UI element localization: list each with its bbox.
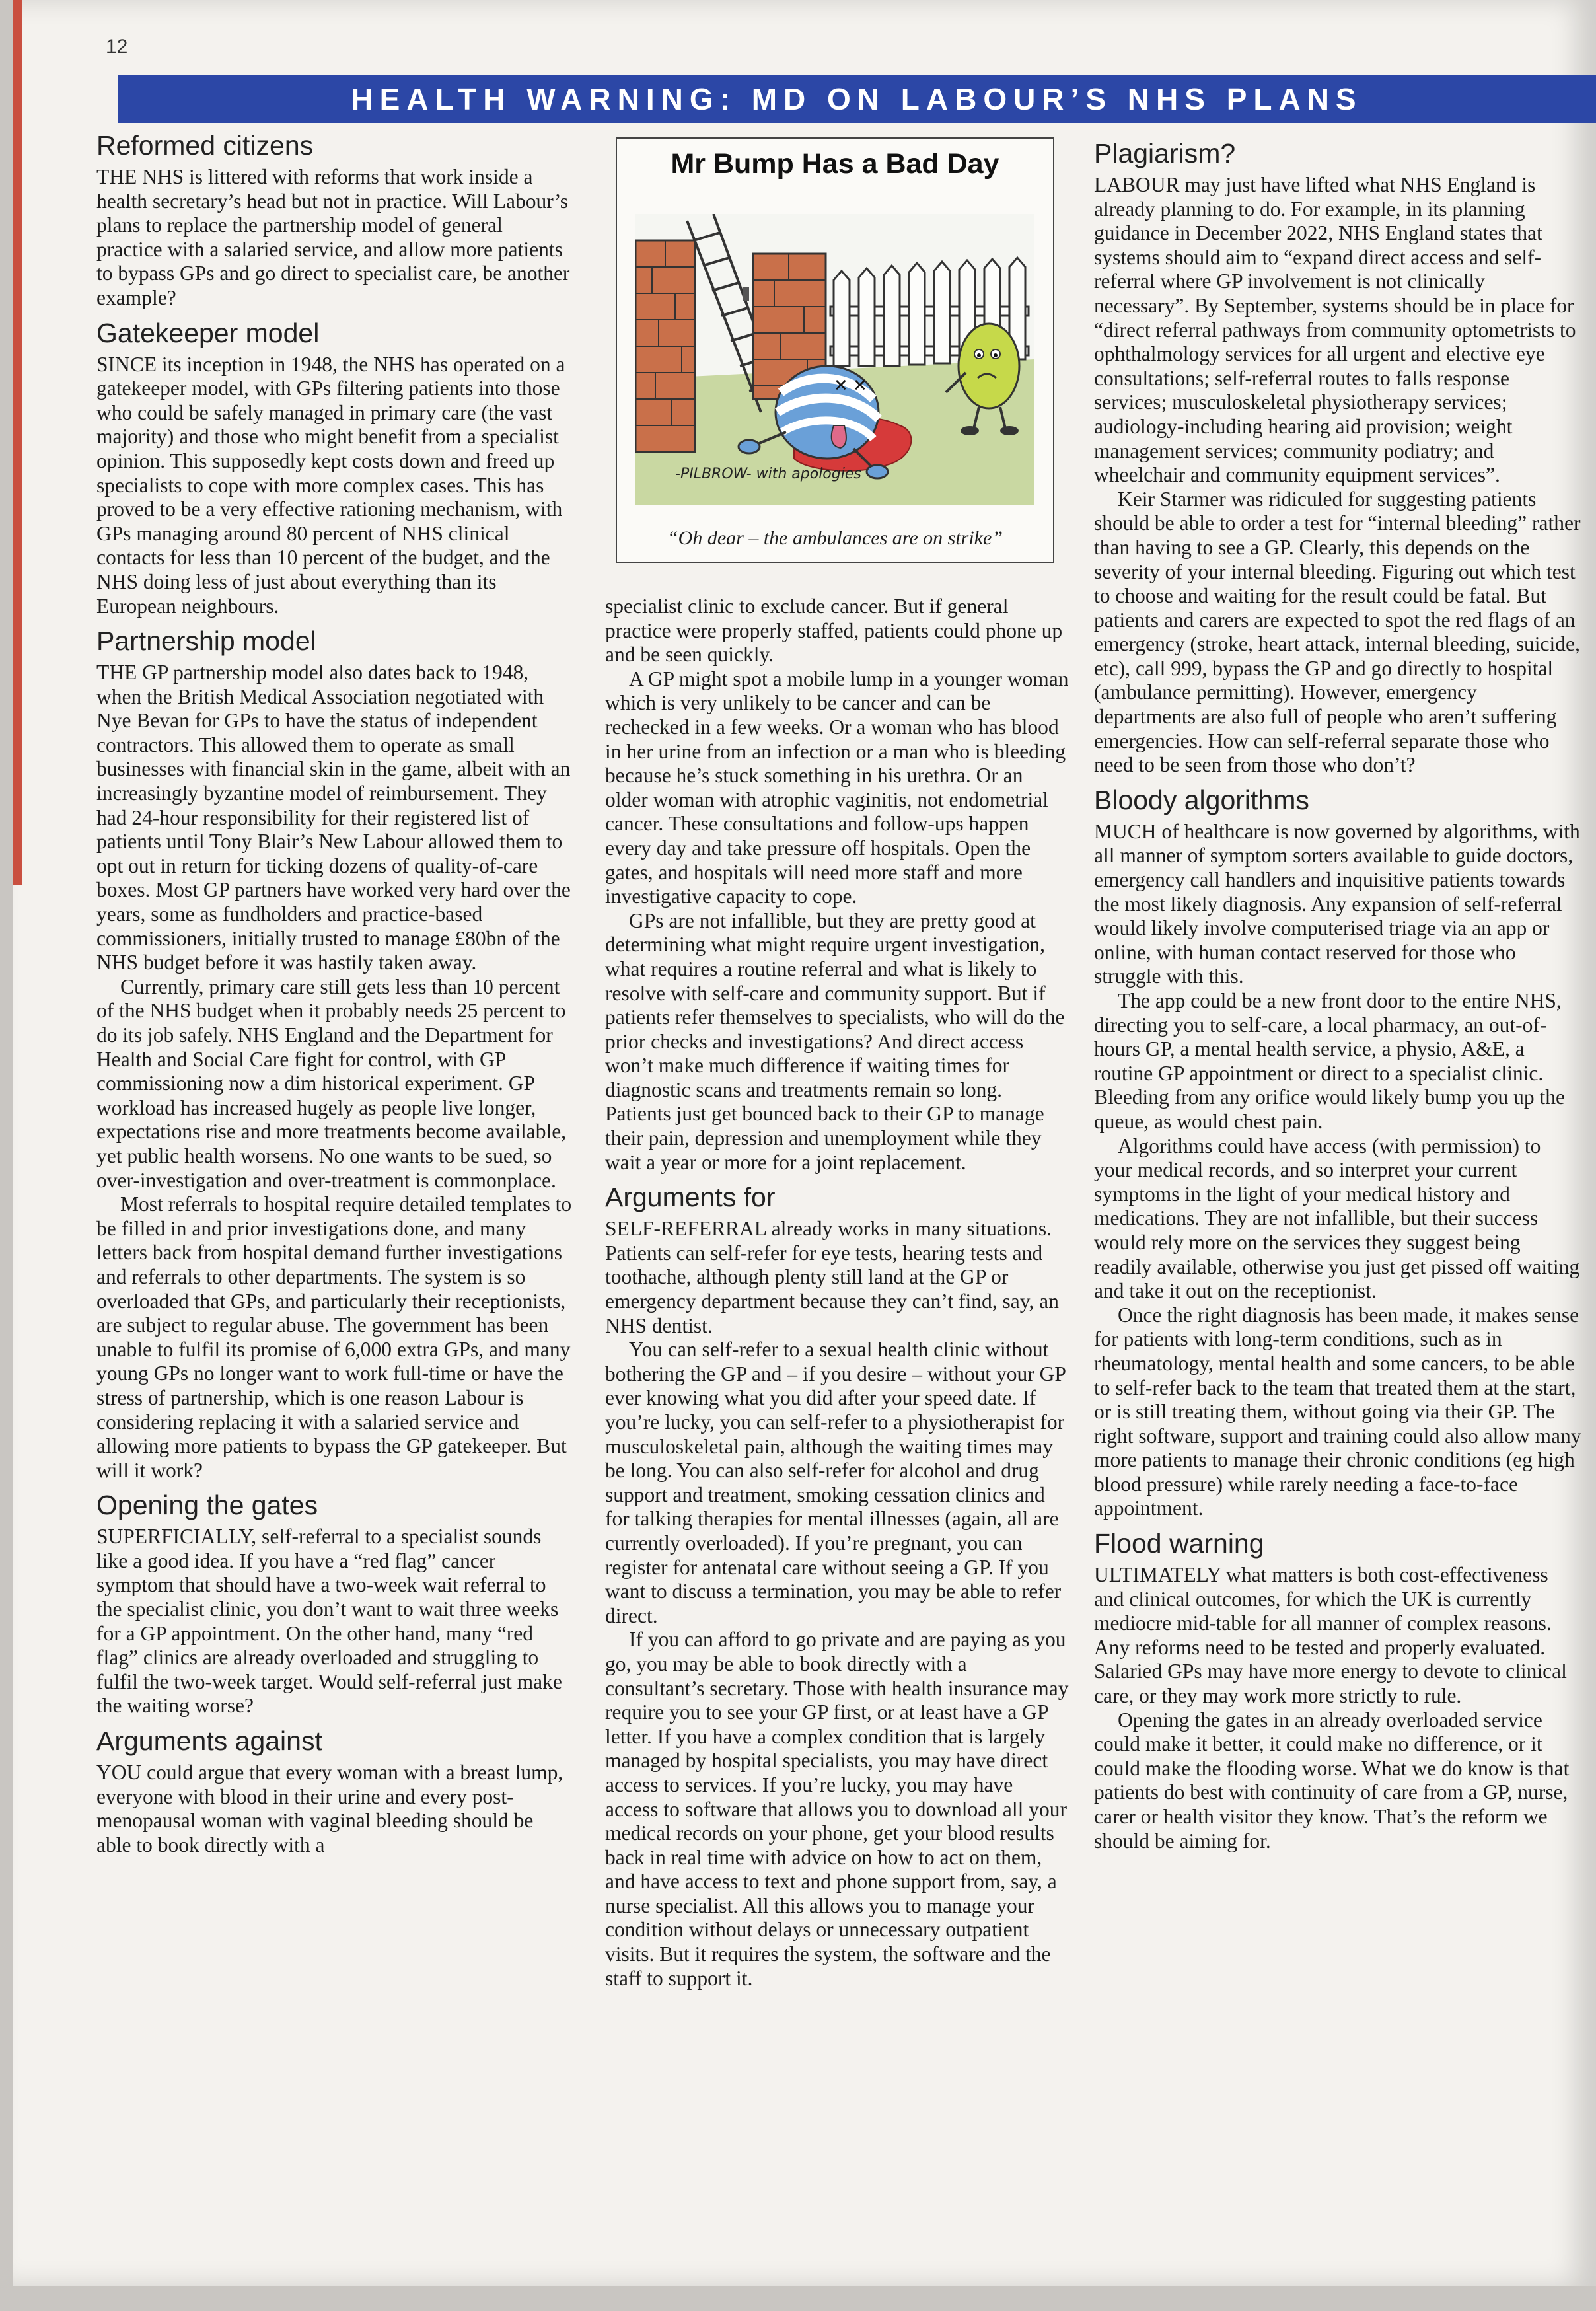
cartoon: [616, 137, 1054, 563]
paragraph: MUCH of healthcare is now governed by algorithms, with all manner of symptom sorters available to guide doctors, emergency call handlers and inquisitive patients towards the most likely diagnosis. Any expansion of self-referral would likely involve computerised triage via an app or online, with human contact reserved for those who struggle with this.: [1094, 819, 1580, 988]
paragraph: THE GP partnership model also dates back to 1948, when the British Medical Association negotiated with Nye Bevan for GPs to have the status of independent contractors. This allowed them to operate as small businesses with financial skin in the game, albeit with an increasingly byzantine model of reimbursement. They had 24-hour responsibility for their registered list of patients until Tony Blair’s New Labour allowed them to opt out in return for ticking dozens of quality-of-care boxes. Most GP partners have worked very hard over the years, some as fundholders and practice-based commissioners, initially trusted to manage £80bn of the NHS budget before it was hastily taken away.: [96, 661, 571, 974]
section-continued: [605, 595, 1070, 1175]
paragraph: SINCE its inception in 1948, the NHS has operated on a gatekeeper model, with GPs filtering patients into those who could be safely managed in primary care (the vast majority) and those who might benefit from a specialist opinion. This supposedly kept costs down and freed up specialists to cope with more complex cases. This has proved to be a very effective rationing mechanism, with GPs managing around 80 percent of NHS clinical contacts for less than 10 percent of the budget, and the NHS doing less of just about everything than its European neighbours.: [96, 352, 565, 618]
section-heading: Arguments for: [605, 1182, 776, 1213]
paragraph: SELF-REFERRAL already works in many situations. Patients can self-refer for eye tests, hearing tests and toothache, although plenty still land at the GP or emergency department because they can’t find, say, an NHS dentist.: [605, 1217, 1059, 1337]
paragraph: ULTIMATELY what matters is both cost-effectiveness and clinical outcomes, for which the UK is currently mediocre mid-table for all manner of complex reasons. Any reforms need to be tested and properly evaluated. Salaried GPs may have more energy to devote to clinical care, or they may work more strictly to rule.: [1094, 1563, 1567, 1708]
paragraph: THE NHS is littered with reforms that work inside a health secretary’s head but not in practice. Will Labour’s plans to replace the partnership model of general practice with a salaried service, and allow more patients to bypass GPs and go direct to specialist care, be another example?: [96, 165, 570, 309]
column-1: [96, 129, 572, 1864]
paragraph: You can self-refer to a sexual health clinic without bothering the GP and – if you desire – without your GP ever knowing what you did after your speed date. If you’re lucky, you can self-refer to a physiotherapist for musculoskeletal pain, although the waiting times may be long. You can also self-refer for alcohol and drug support and treatment, smoking cessation clinics and for talking therapies for mental illnesses (again, all are currently overloaded). If you’re pregnant, you can register for antenatal care without seeing a GP. If you want to discuss a termination, you may be able to refer direct.: [605, 1338, 1066, 1627]
paragraph: Most referrals to hospital require detailed templates to be filled in and prior investigations done, and many letters back from hospital demand further investigations and referrals to other departments. The system is so overloaded that GPs, and particularly their receptionists, are subject to regular abuse. The government has been unable to fulfil its promise of 6,000 extra GPs, and many young GPs no longer want to work full-time or have the stress of partnership, which is one reason Labour is considering replacing it with a salaried service and allowing more patients to bypass the GP gatekeeper. But will it work?: [96, 1192, 572, 1482]
paragraph: SUPERFICIALLY, self-referral to a specialist sounds like a good idea. If you have a “red flag” cancer symptom that should have a two-week wait referral to the specialist clinic, you don’t want to wait three weeks for a GP appointment. On the other hand, many “red flag” clinics are already overloaded and struggling to fulfil the two-week target. Would self-referral just make the waiting worse?: [96, 1525, 562, 1718]
paragraph: LABOUR may just have lifted what NHS England is already planning to do. For example, in its planning guidance in December 2022, NHS England states that systems should aim to “expand direct access and self-referral where GP involvement is not clinically necessary”. By September, systems should be in place for “direct referral pathways from community optometrists to ophthalmology services for all urgent and elective eye consultations; self-referral routes to falls response services; musculoskeletal physiotherapy services; audiology-including hearing aid provision; weight management services; community podiatry; and wheelchair and community equipment services”.: [1094, 173, 1576, 487]
section-heading: Partnership model: [96, 626, 316, 657]
paragraph: A GP might spot a mobile lump in a younger woman which is very unlikely to be cancer and can be rechecked in a few weeks. Or a woman who has blood in her urine from an infection or a man who is bleeding because he’s stuck something in his urethra. Or an older woman with atrophic vaginitis, not endometrial cancer. These consultations and follow-ups happen every day and take pressure off hospitals. Open the gates, and hospitals will need more staff and more investigative capacity to cope.: [605, 667, 1069, 908]
section-heading: Plagiarism?: [1094, 138, 1236, 168]
section-bloody-algorithms: [1094, 784, 1583, 1521]
section-reformed-citizens: [96, 129, 572, 311]
section-heading: Opening the gates: [96, 1490, 318, 1521]
paragraph: The app could be a new front door to the entire NHS, directing you to self-care, a local pharmacy, an out-of-hours GP, a mental health service, a physio, A&E, a routine GP appointment or direct to a specialist clinic. Bleeding from any orifice would likely bump you up the queue, as would chest pain.: [1094, 989, 1565, 1133]
column-2: [605, 595, 1070, 1997]
section-banner: HEALTH WARNING: MD ON LABOUR’S NHS PLANS: [118, 75, 1596, 123]
paragraph: YOU could argue that every woman with a breast lump, everyone with blood in their urine and every post-menopausal woman with vaginal bleeding should be able to book directly with a: [96, 1761, 563, 1856]
paragraph: specialist clinic to exclude cancer. But if general practice were properly staffed, patients could phone up and be seen quickly.: [605, 595, 1063, 667]
section-heading: Reformed citizens: [96, 130, 314, 161]
cartoonist-signature: -PILBROW- with apologies: [675, 466, 861, 482]
section-heading: Bloody algorithms: [1094, 784, 1309, 815]
section-arguments-for: [605, 1181, 1070, 1991]
page-number: 12: [106, 36, 128, 57]
section-heading: Gatekeeper model: [96, 317, 320, 348]
paragraph: Currently, primary care still gets less than 10 percent of the NHS budget when it probably needs 25 percent to do its job safely. NHS England and the Department for Health and Social Care fight for control, with GP commissioning now a dim historical experiment. GP workload has increased hugely as people live longer, expectations rise and more treatments become available, yet public health worsens. No one wants to be sued, so over-investigation and over-treatment is commonplace.: [96, 974, 567, 1192]
paragraph: GPs are not infallible, but they are pretty good at determining what might require urgent investigation, what requires a routine referral and what is likely to resolve with self-care and community support. But if patients refer themselves to specialists, who will do the prior checks and investigations? And direct access won’t make much difference if waiting times for diagnostic scans and treatments remain so long. Patients just get bounced back to their GP to manage their pain, depression and unemployment while they wait a year or more for a joint replacement.: [605, 908, 1065, 1174]
brick-wall-left: [635, 240, 695, 452]
paragraph: Keir Starmer was ridiculed for suggesting patients should be able to order a test for “internal bleeding” rather than having to see a GP. Clearly, this depends on the severity of your internal bleeding. Figuring out which test to choose and waiting for the result could be fatal. But patients and carers are expected to spot the red flags of an emergency (stroke, heart attack, internal bleeding, suicide, etc), call 999, bypass the GP and go directly to hospital (ambulance permitting). However, emergency departments are also full of people who aren’t suffering emergencies. How can self-referral separate those who need to be seen from those who don’t?: [1094, 487, 1581, 777]
section-opening-the-gates: [96, 1489, 572, 1718]
paragraph: Opening the gates in an already overloaded service could make it better, it could make no difference, or it could make the flooding worse. What we do know is that patients do best with continuity of care from a GP, nurse, carer or health visitor they know. That’s the reform we should be aiming for.: [1094, 1708, 1570, 1852]
section-heading: Flood warning: [1094, 1528, 1264, 1559]
section-heading: Arguments against: [96, 1726, 322, 1757]
svg-text:✕ ✕: ✕ ✕: [834, 375, 867, 395]
page-edge-strip: [13, 0, 22, 885]
paragraph: Algorithms could have access (with permission) to your medical records, and so interpret your current symptoms in the light of your medical history and medications. They are not infallible, but their success would rely more on the services they suggest being readily available, otherwise you just get pissed off waiting and take it out on the receptionist.: [1094, 1134, 1580, 1303]
cartoon-title: Mr Bump Has a Bad Day: [671, 148, 999, 180]
paragraph: Once the right diagnosis has been made, it makes sense for patients with long-term conditions, such as in rheumatology, mental health and some cancers, to be able to self-refer back to the team that treated them at the start, or is still treating them, without going via their GP. The right software, support and training could also allow many more patients to manage their chronic conditions (eg high blood pressure) while rarely needing a face-to-face appointment.: [1094, 1303, 1581, 1520]
cartoon-caption: “Oh dear – the ambulances are on strike”: [667, 527, 1003, 549]
magazine-page: [13, 0, 1596, 2286]
section-arguments-against: [96, 1725, 572, 1857]
section-gatekeeper-model: [96, 317, 572, 619]
paragraph: If you can afford to go private and are paying as you go, you may be able to book directly with a consultant’s secretary. Those with health insurance may require you to see your GP first, or at least have a GP letter. If you have a complex condition that is largely managed by hospital specialists, you may have direct access to services. If you’re lucky, you may have access to software that allows you to download all your medical records on your phone, get your blood results back in real time with advice on how to act on them, and have access to text and phone support from, say, a nurse specialist. All this allows you to manage your condition without delays or unnecessary outpatient visits. But it requires the system, the software and the staff to support it.: [605, 1628, 1069, 1990]
cartoon-illustration: [635, 214, 1034, 505]
column-3: [1094, 137, 1583, 1860]
section-flood-warning: [1094, 1527, 1583, 1853]
section-plagiarism: [1094, 137, 1583, 778]
section-partnership-model: [96, 625, 572, 1483]
